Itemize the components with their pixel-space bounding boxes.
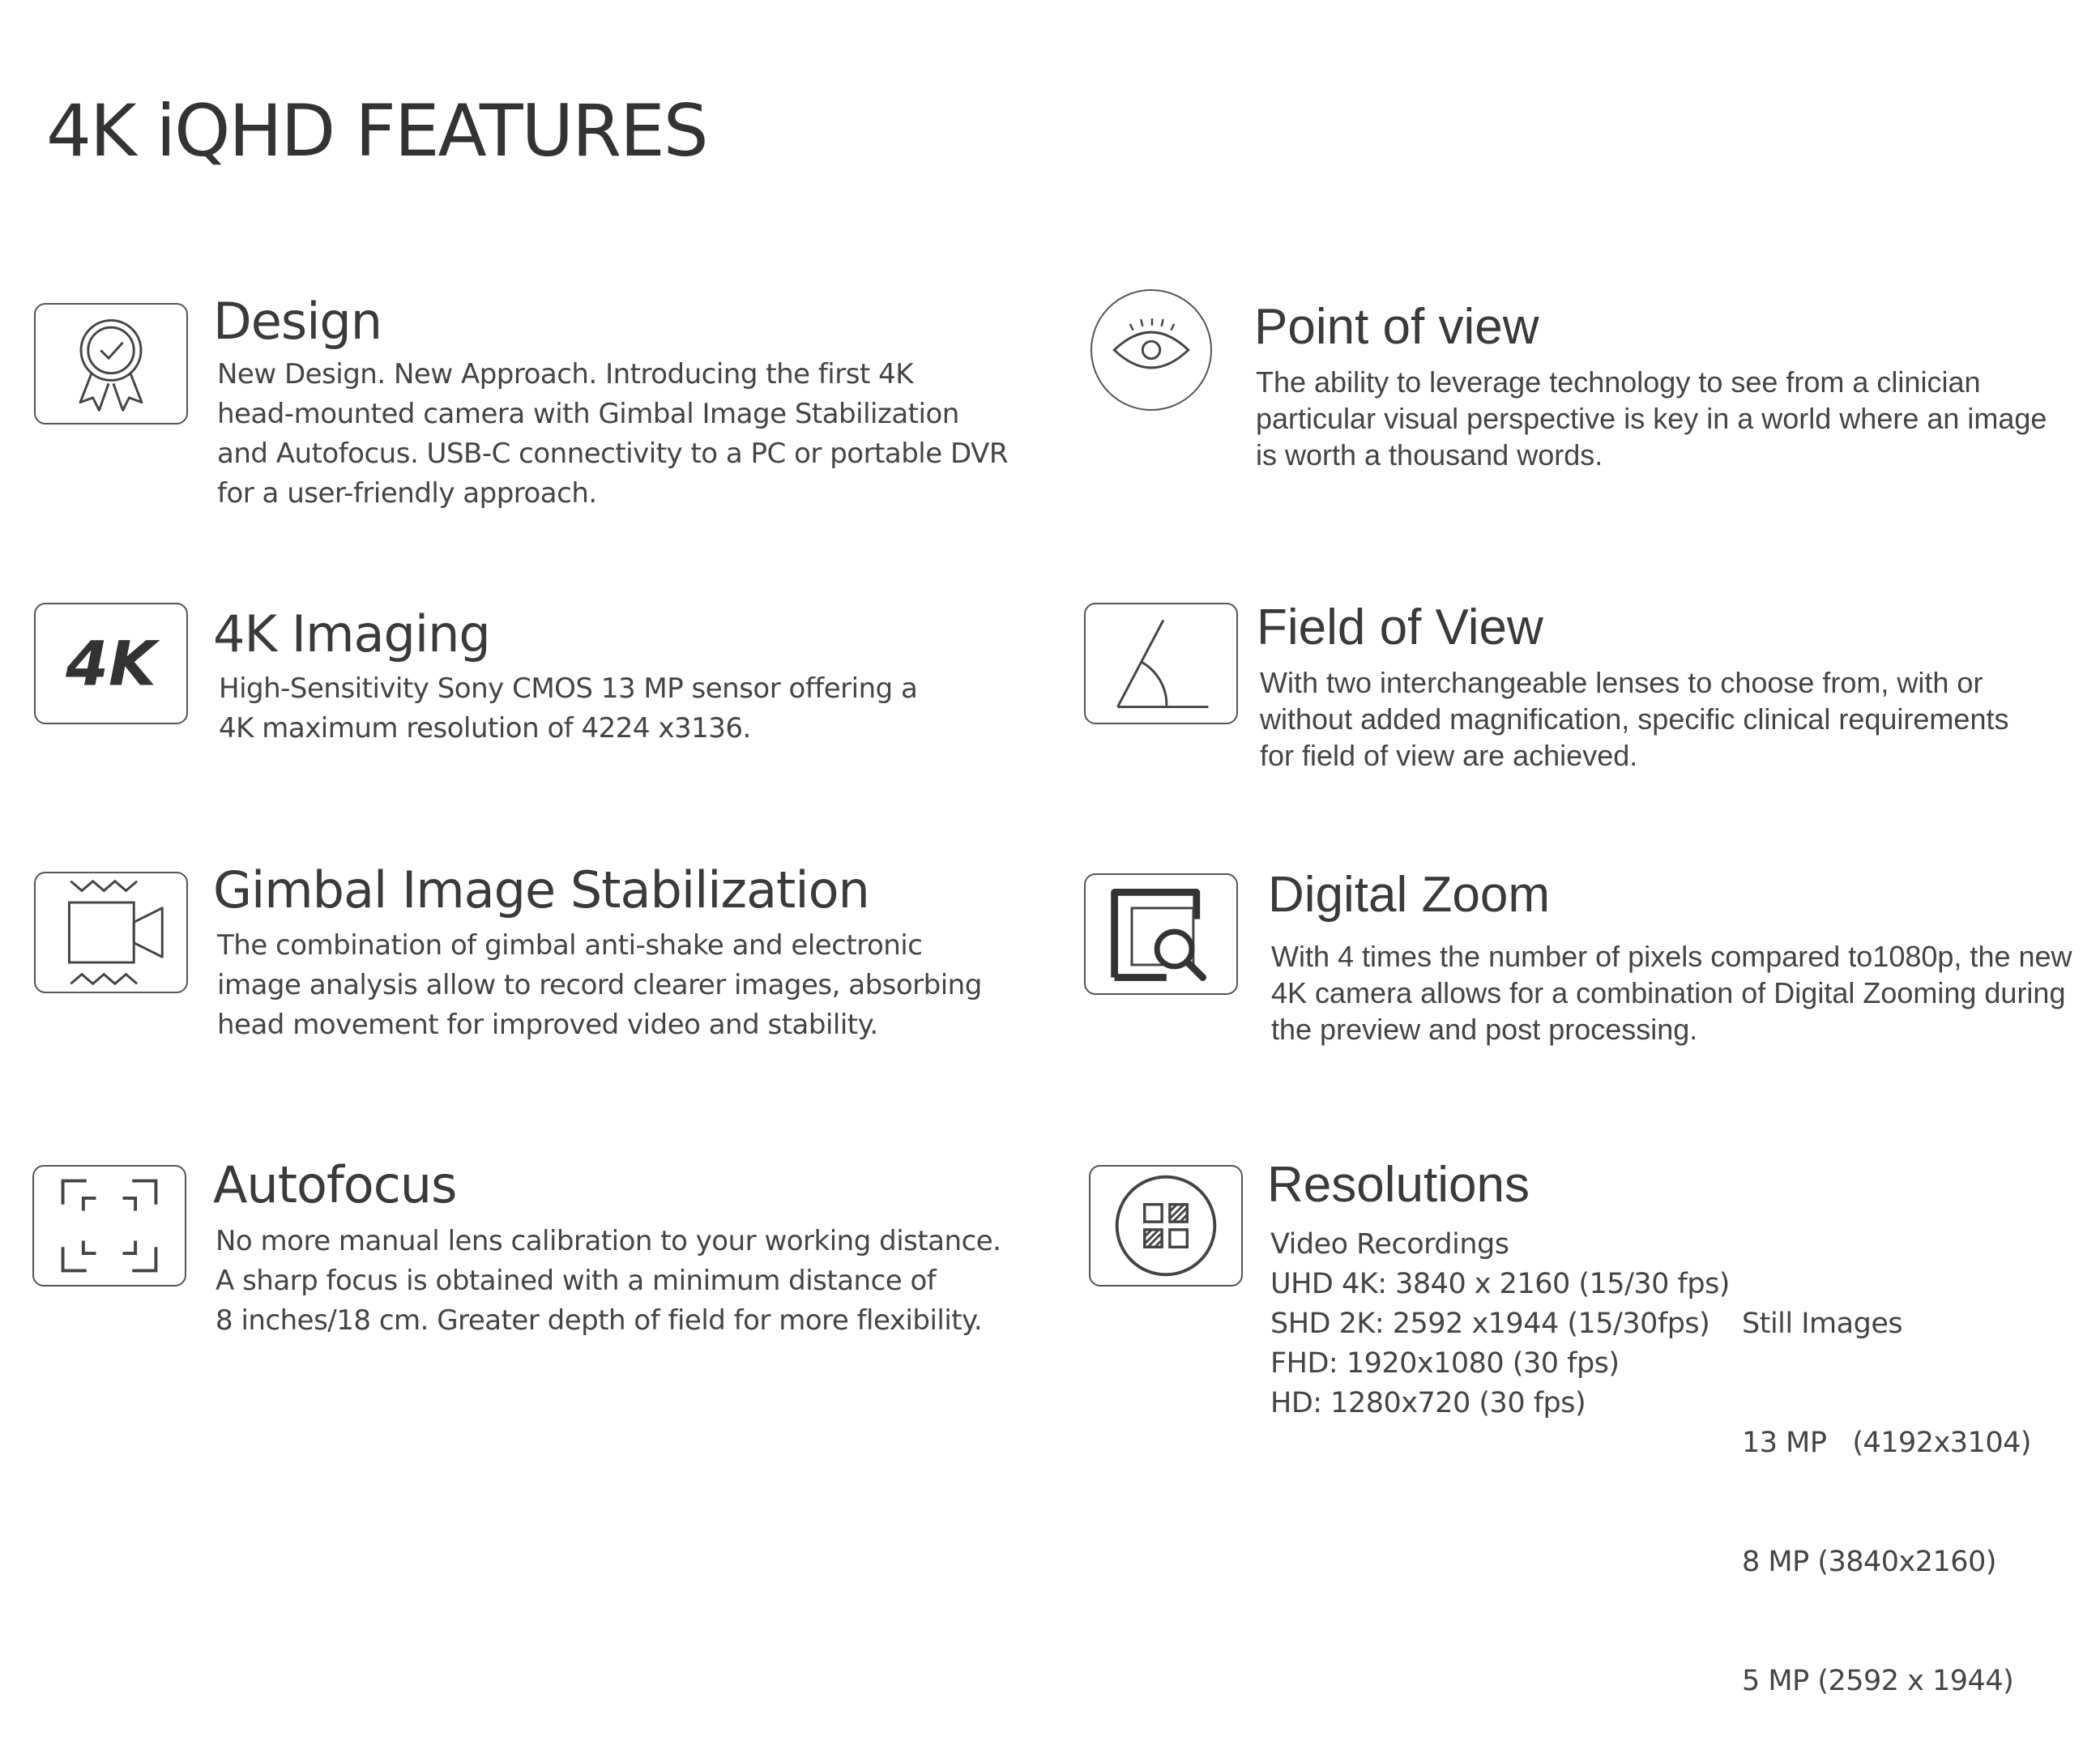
design-heading: Design	[213, 292, 382, 351]
autofocus-description: No more manual lens calibration to your working distance. A sharp focus is obtained with a minimum distance of 8 inches/18 cm. Greater depth of field for more flexibility.	[216, 1225, 1001, 1337]
eye-icon	[1091, 289, 1212, 411]
resolution-grid-icon	[1089, 1165, 1243, 1287]
award-ribbon-icon	[34, 303, 188, 425]
angle-icon	[1084, 603, 1238, 724]
resolutions-heading: Resolutions	[1267, 1157, 1530, 1213]
point-of-view-description: The ability to leverage technology to see from a clinician particular visual perspective is key in a world where an image is worth a thousand words.	[1256, 365, 2047, 472]
autofocus-heading: Autofocus	[213, 1155, 457, 1214]
list-item: UHD 4K: 3840 x 2160 (15/30 fps)	[1270, 1268, 1730, 1300]
4k-imaging-description: High-Sensitivity Sony CMOS 13 MP sensor offering a 4K maximum resolution of 4224 x3136.	[219, 672, 918, 745]
digital-zoom-heading: Digital Zoom	[1268, 867, 1550, 923]
design-description: New Design. New Approach. Introducing the first 4K head-mounted camera with Gimbal Image Stabilization and Autofocus. USB-C connectivity to a PC or portable DVR for a user-friendly approach.	[217, 358, 1008, 510]
list-item: SHD 2K: 2592 x1944 (15/30fps)	[1270, 1308, 1710, 1340]
stabilized-video-camera-icon	[34, 872, 188, 993]
still-images-list	[1742, 1225, 2031, 1741]
still-images-header: Still Images	[1742, 1308, 1903, 1340]
gimbal-description: The combination of gimbal anti-shake and electronic image analysis allow to record clearer images, absorbing head movement for improved video and stability.	[217, 929, 982, 1041]
list-item: FHD: 1920x1080 (30 fps)	[1270, 1347, 1620, 1380]
gimbal-heading: Gimbal Image Stabilization	[213, 860, 869, 920]
list-item: HD: 1280x720 (30 fps)	[1270, 1387, 1586, 1419]
video-recordings-list	[1270, 1225, 1730, 1423]
page-title: 4K iQHD FEATURES	[46, 89, 707, 173]
4k-logo-icon	[34, 603, 188, 724]
field-of-view-description: With two interchangeable lenses to choose from, with or without added magnification, specific clinical requirements for field of view are achieved.	[1260, 666, 2009, 772]
svg-text:4K: 4K	[66, 628, 156, 700]
field-of-view-heading: Field of View	[1257, 600, 1543, 655]
video-recordings-header: Video Recordings	[1270, 1228, 1509, 1261]
4k-imaging-heading: 4K Imaging	[213, 604, 490, 664]
focus-brackets-icon	[32, 1165, 186, 1287]
point-of-view-heading: Point of view	[1254, 299, 1539, 355]
list-item: 5 MP (2592 x 1944)	[1742, 1665, 2014, 1697]
list-item: 8 MP (3840x2160)	[1742, 1546, 1996, 1578]
list-item: 13 MP (4192x3104)	[1742, 1427, 2032, 1459]
digital-zoom-description: With 4 times the number of pixels compared to1080p, the new 4K camera allows for a combination of Digital Zooming during the preview and post processing.	[1271, 940, 2072, 1046]
zoom-magnifier-icon	[1084, 873, 1238, 995]
